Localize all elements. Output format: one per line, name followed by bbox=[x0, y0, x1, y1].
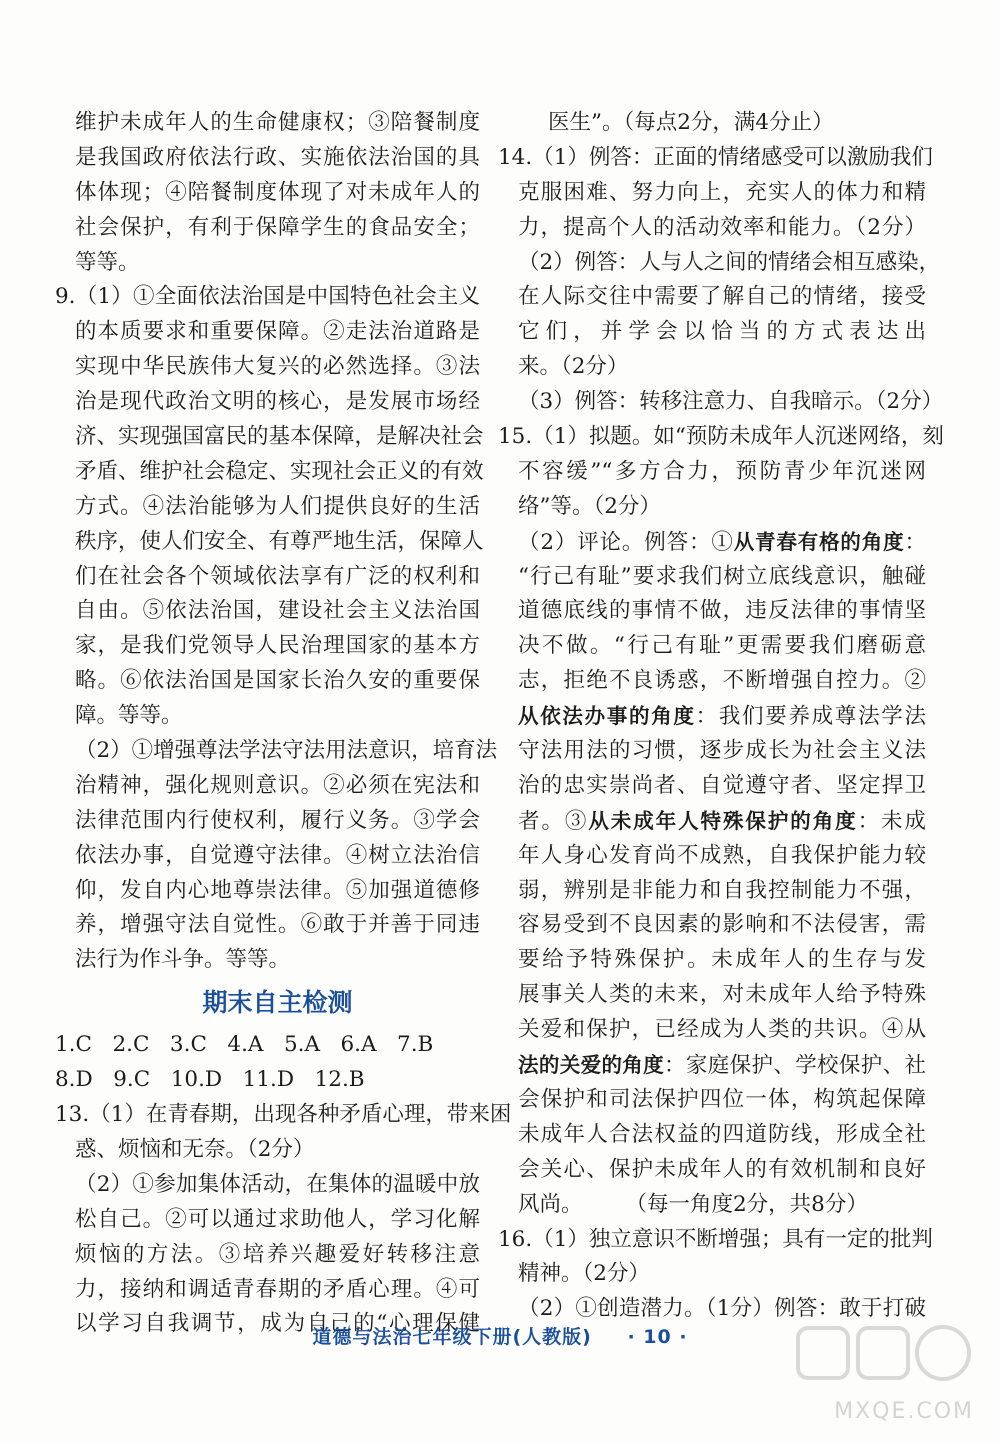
text-line: （2）评论。例答：①从青春有格的角度： bbox=[518, 529, 927, 555]
text-line: 力，提高个人的活动效率和能力。（2分） bbox=[518, 214, 926, 240]
text-line: 决不做。“行己有耻”更需要我们磨砺意 bbox=[518, 633, 926, 659]
text-line: 容易受到不良因素的影响和不法侵害，需 bbox=[518, 912, 926, 938]
text-line: 不容缓”“多方合力，预防青少年沉迷网 bbox=[518, 458, 926, 484]
text-line: 惑、烦恼和无奈。（2分） bbox=[75, 1136, 315, 1162]
text-line: 等等。 bbox=[75, 249, 140, 275]
text-line: 们在社会各个领域依法享有广泛的权利和 bbox=[75, 563, 480, 589]
text-line: 会保护和司法保护四位一体，构筑起保障 bbox=[518, 1086, 926, 1112]
text-line: （3）例答：转移注意力、自我暗示。（2分） bbox=[518, 389, 944, 415]
text-line: 的本质要求和重要保障。②走法治道路是 bbox=[75, 319, 480, 345]
bold-phrase: 从依法办事的角度 bbox=[518, 704, 696, 729]
question-16-line: 16.（1）独立意识不断增强；具有一定的批判 bbox=[498, 1226, 933, 1252]
text-line: 络”等。（2分） bbox=[518, 493, 661, 519]
question-15-line: 15.（1）拟题。如“预防未成年人沉迷网络，刻 bbox=[498, 424, 944, 450]
text-line: 社会保护，有利于保障学生的食品安全； bbox=[75, 214, 480, 240]
text-line: 年人身心发育尚不成熟，自我保护能力较 bbox=[518, 842, 926, 868]
text-line: 方式。④法治能够为人们提供良好的生活 bbox=[75, 493, 480, 519]
text-line: 它们，并学会以恰当的方式表达出 bbox=[518, 319, 926, 345]
text-line: 未成年人合法权益的四道防线，形成全社 bbox=[518, 1121, 926, 1147]
text-line: 法的关爱的角度：家庭保护、学校保护、社 bbox=[518, 1053, 926, 1079]
text-line: 道德底线的事情不做，违反法律的事情坚 bbox=[518, 598, 926, 624]
watermark-text: MXQE.COM bbox=[834, 1399, 974, 1424]
text-line: （2）①创造潜力。（1分）例答：敢于打破 bbox=[518, 1296, 926, 1322]
text-line: 是我国政府依法行政、实施依法治国的具 bbox=[75, 144, 480, 170]
question-9-line: 9.（1）①全面依法治国是中国特色社会主义 bbox=[55, 284, 480, 310]
text-line: 力，接纳和调适青春期的矛盾心理。④可 bbox=[75, 1276, 480, 1302]
text-line: 者。③从未成年人特殊保护的角度：未成 bbox=[518, 808, 926, 834]
text-line: 以学习自我调节，成为自己的“心理保健 bbox=[75, 1311, 480, 1337]
bold-phrase: 法的关爱的角度 bbox=[518, 1053, 665, 1078]
bold-phrase: 从未成年人特殊保护的角度 bbox=[588, 808, 858, 833]
text-line: （2）①增强尊法学法守法用法意识，培育法 bbox=[75, 738, 498, 764]
mc-answers-line: 1.C 2.C 3.C 4.A 5.A 6.A 7.B bbox=[55, 1032, 434, 1058]
text-line: 治精神，强化规则意识。②必须在宪法和 bbox=[75, 772, 480, 798]
question-14-line: 14.（1）例答：正面的情绪感受可以激励我们 bbox=[498, 144, 933, 170]
text-line: 养，增强守法自觉性。⑥敢于并善于同违 bbox=[75, 912, 480, 938]
mc-answers-line: 8.D 9.C 10.D 11.D 12.B bbox=[55, 1067, 365, 1093]
text-line: （2）例答：人与人之间的情绪会相互感染， bbox=[518, 249, 941, 275]
text-line: 体体现；④陪餐制度体现了对未成年人的 bbox=[75, 179, 480, 205]
text-line: 克服困难、努力向上，充实人的体力和精 bbox=[518, 179, 926, 205]
text-line: 秩序，使人们安全、有尊严地生活，保障人 bbox=[75, 528, 484, 554]
text-line: 会关心、保护未成年人的有效机制和良好 bbox=[518, 1156, 926, 1182]
text-line: 实现中华民族伟大复兴的必然选择。③法 bbox=[75, 354, 480, 380]
text-line: 烦恼的方法。③培养兴趣爱好转移注意 bbox=[75, 1241, 480, 1267]
text-line: 依法办事，自觉遵守法律。④树立法治信 bbox=[75, 842, 480, 868]
text-line: 志，拒绝不良诱惑，不断增强自控力。② bbox=[518, 668, 926, 694]
text-line: 要给予特殊保护。未成年人的生存与发 bbox=[518, 947, 926, 973]
text-line: 松自己。②可以通过求助他人，学习化解 bbox=[75, 1206, 480, 1232]
text-line: 关爱和保护，已经成为人类的共识。④从 bbox=[518, 1017, 926, 1043]
text-line: 济、实现强国富民的基本保障，是解决社会 bbox=[75, 424, 484, 450]
text-line: 医生”。（每点2分，满4分止） bbox=[548, 110, 834, 135]
text-line: 在人际交往中需要了解自己的情绪，接受 bbox=[518, 284, 926, 310]
text-line: 展事关人类的未来，对未成年人给予特殊 bbox=[518, 982, 926, 1008]
text-line: 治的忠实崇尚者、自觉遵守者、坚定捍卫 bbox=[518, 772, 926, 798]
footer-title: 道德与法治七年级下册(人教版) bbox=[312, 1326, 592, 1348]
text-line: 家，是我们党领导人民治理国家的基本方 bbox=[75, 633, 480, 659]
text-line: 守法用法的习惯，逐步成长为社会主义法 bbox=[518, 738, 926, 764]
question-13-line: 13.（1）在青春期，出现各种矛盾心理，带来困 bbox=[55, 1102, 512, 1128]
watermark-logo bbox=[790, 1318, 980, 1428]
right-column bbox=[498, 106, 944, 1327]
section-title: 期末自主检测 bbox=[202, 988, 353, 1018]
text-line: 矛盾、维护社会稳定、实现社会正义的有效 bbox=[75, 458, 484, 484]
text-line: 法行为作斗争。等等。 bbox=[75, 947, 291, 973]
bold-phrase: 从青春有格的角度 bbox=[733, 529, 905, 554]
text-line: 风尚。 （每一角度2分，共8分） bbox=[518, 1191, 868, 1217]
text-line: 维护未成年人的生命健康权；③陪餐制度 bbox=[75, 110, 480, 135]
text-line: 略。⑥依法治国是国家长治久安的重要保 bbox=[75, 668, 480, 694]
watermark-icon bbox=[790, 1318, 980, 1398]
text-line: 弱，辨别是非能力和自我控制能力不强， bbox=[518, 877, 926, 903]
text-line: “行己有耻”要求我们树立底线意识，触碰 bbox=[518, 563, 926, 589]
text-line: 精神。（2分） bbox=[518, 1261, 650, 1287]
text-line: （2）①参加集体活动，在集体的温暖中放 bbox=[75, 1171, 480, 1197]
text-line: 法律范围内行使权利，履行义务。③学会 bbox=[75, 807, 480, 833]
text-line: 从依法办事的角度：我们要养成尊法学法 bbox=[518, 704, 926, 730]
text-line: 自由。⑤依法治国，建设社会主义法治国 bbox=[75, 598, 480, 624]
text-line: 仰，发自内心地尊崇法律。⑤加强道德修 bbox=[75, 877, 480, 903]
text-line: 来。（2分） bbox=[518, 354, 629, 380]
text-line: 治是现代政治文明的核心，是发展市场经 bbox=[75, 389, 480, 415]
text-line: 障。等等。 bbox=[75, 703, 183, 729]
page-number: · 10 · bbox=[627, 1326, 688, 1348]
